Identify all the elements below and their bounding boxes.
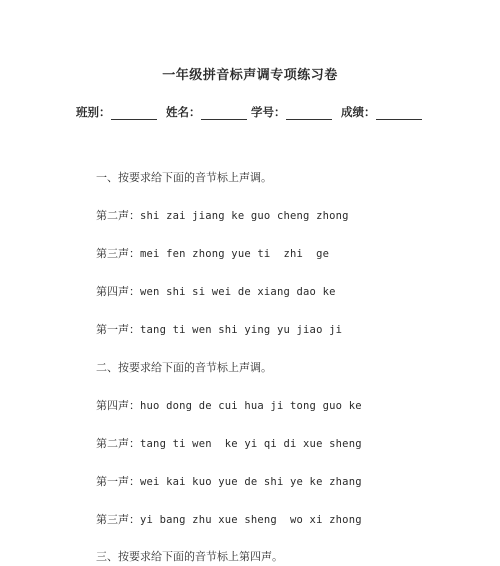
- pinyin-syllables: yi bang zhu xue sheng wo xi zhong: [140, 514, 362, 526]
- exercise-row: [96, 245, 329, 261]
- class-blank[interactable]: [111, 107, 157, 120]
- score-field: [341, 104, 422, 120]
- name-label: 姓名：: [166, 105, 201, 119]
- exercise-row: [96, 207, 349, 223]
- tone-label: 第一声：: [96, 323, 140, 336]
- tone-label: 第三声：: [96, 513, 140, 526]
- pinyin-syllables: huo dong de cui hua ji tong guo ke: [140, 400, 362, 412]
- student-no-label: 学号：: [251, 105, 286, 119]
- section-heading: 三、按要求给下面的音节标上第四声。: [96, 550, 283, 563]
- name-field: [166, 104, 247, 120]
- exercise-row: [96, 511, 362, 527]
- pinyin-syllables: wei kai kuo yue de shi ye ke zhang: [140, 476, 362, 488]
- tone-label: 第一声：: [96, 475, 140, 488]
- tone-label: 第四声：: [96, 399, 140, 412]
- name-blank[interactable]: [201, 107, 247, 120]
- student-no-blank[interactable]: [286, 107, 332, 120]
- exercise-row: [96, 473, 362, 489]
- section-heading: 二、按要求给下面的音节标上声调。: [96, 361, 272, 374]
- pinyin-syllables: shi zai jiang ke guo cheng zhong: [140, 210, 349, 222]
- class-field: [76, 104, 157, 120]
- exercise-row: [96, 283, 336, 299]
- tone-label: 第二声：: [96, 437, 140, 450]
- pinyin-syllables: wen shi si wei de xiang dao ke: [140, 286, 336, 298]
- pinyin-syllables: mei fen zhong yue ti zhi ge: [140, 248, 330, 260]
- worksheet-title: 一年级拼音标声调专项练习卷: [162, 68, 338, 83]
- tone-label: 第二声：: [96, 209, 140, 222]
- exercise-row: [96, 435, 362, 451]
- exercise-row: [96, 397, 362, 413]
- pinyin-syllables: tang ti wen ke yi qi di xue sheng: [140, 438, 362, 450]
- class-label: 班别：: [76, 105, 111, 119]
- student-no-field: [251, 104, 332, 120]
- exercise-row: [96, 321, 342, 337]
- section-heading: 一、按要求给下面的音节标上声调。: [96, 171, 272, 184]
- score-label: 成绩：: [341, 105, 376, 119]
- tone-label: 第四声：: [96, 285, 140, 298]
- score-blank[interactable]: [376, 107, 422, 120]
- pinyin-syllables: tang ti wen shi ying yu jiao ji: [140, 324, 343, 336]
- tone-label: 第三声：: [96, 247, 140, 260]
